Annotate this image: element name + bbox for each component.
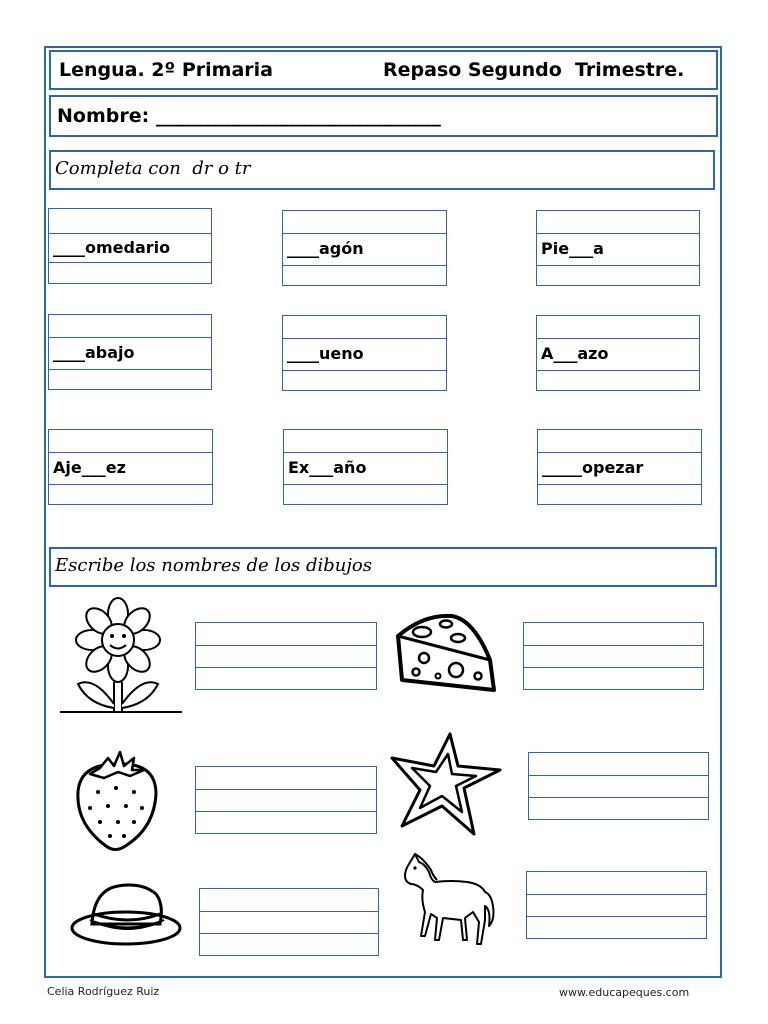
word-text: ____ueno	[287, 344, 364, 363]
instruction-1: Completa con dr o tr	[55, 158, 251, 179]
word-box-9	[537, 429, 702, 505]
instruction-box-1	[49, 150, 715, 190]
word-box-4	[48, 314, 212, 390]
answer-box-3[interactable]	[195, 766, 377, 834]
word-text: _____opezar	[542, 458, 644, 477]
word-text: A___azo	[541, 344, 609, 363]
word-box-7	[48, 429, 213, 505]
word-text: Ex___año	[288, 458, 367, 477]
star-icon	[388, 730, 506, 840]
hat-icon	[68, 880, 184, 950]
word-box-5	[282, 315, 447, 391]
flower-icon	[58, 596, 184, 716]
strawberry-icon	[70, 748, 164, 852]
word-box-1	[48, 208, 212, 284]
answer-box-5[interactable]	[199, 888, 379, 956]
subject-label: Lengua. 2º Primaria	[59, 59, 273, 81]
word-text: Aje___ez	[53, 458, 126, 477]
word-text: ____agón	[287, 239, 364, 258]
name-label: Nombre: ______________________________	[57, 105, 441, 127]
cheese-icon	[394, 610, 498, 696]
horse-icon	[395, 840, 499, 970]
page-title: Repaso Segundo Trimestre.	[383, 59, 685, 81]
author-credit: Celia Rodríguez Ruiz	[47, 985, 160, 998]
instruction-box-2	[49, 547, 717, 587]
header-box	[49, 50, 718, 90]
word-box-2	[282, 210, 447, 286]
word-box-3	[536, 210, 700, 286]
answer-box-1[interactable]	[195, 622, 377, 690]
word-box-8	[283, 429, 448, 505]
word-text: Pie___a	[541, 239, 604, 258]
website-link[interactable]: www.educapeques.com	[559, 986, 690, 999]
answer-box-6[interactable]	[526, 871, 707, 939]
word-box-6	[536, 315, 700, 391]
answer-box-2[interactable]	[523, 622, 704, 690]
word-text: ____abajo	[53, 343, 135, 362]
instruction-2: Escribe los nombres de los dibujos	[55, 555, 373, 576]
answer-box-4[interactable]	[528, 752, 709, 820]
word-text: ____omedario	[53, 238, 171, 257]
name-box	[49, 95, 718, 137]
